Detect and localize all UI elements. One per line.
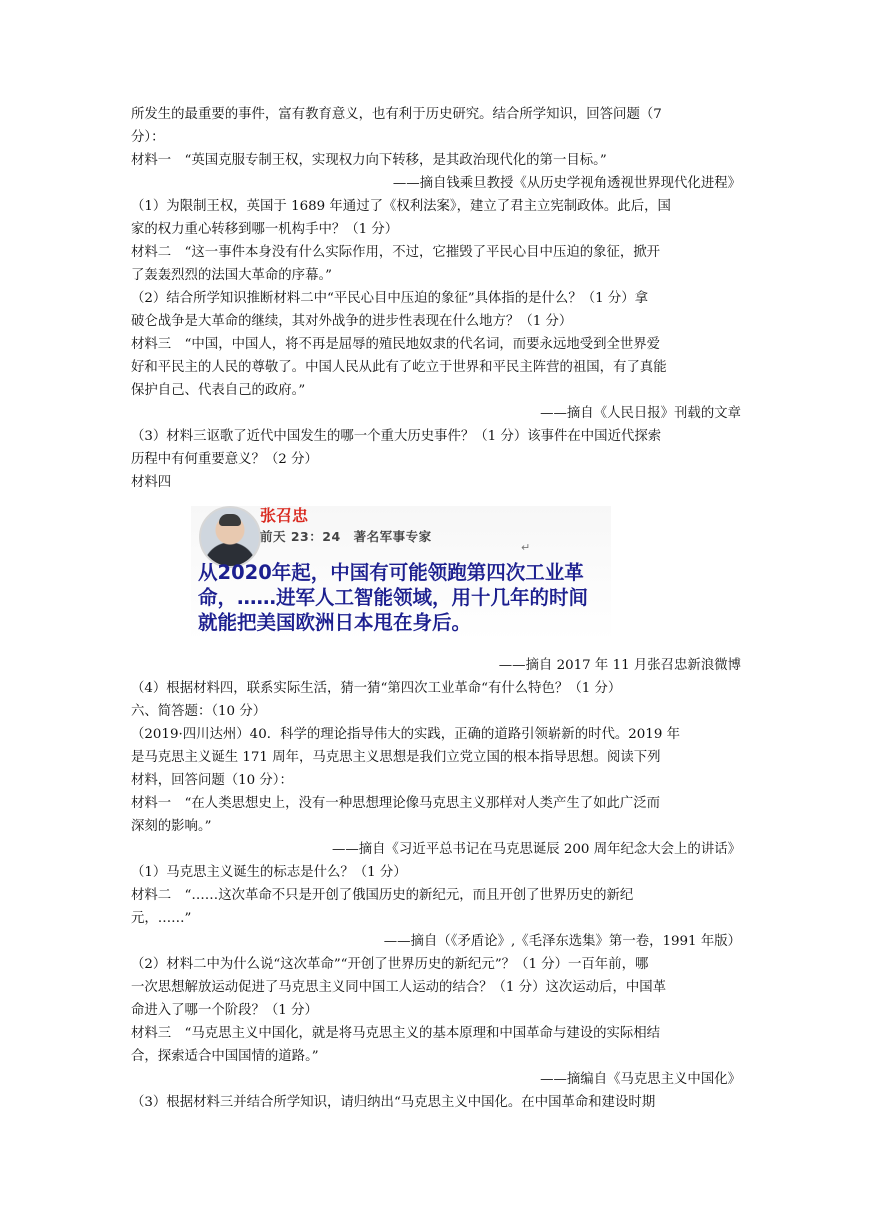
- document-body: [131, 103, 741, 1114]
- author-name: 张召忠: [260, 506, 309, 525]
- text-line: （1）马克思主义诞生的标志是什么？（1 分）: [131, 865, 407, 880]
- headline-line: 就能把美国欧洲日本甩在身后。: [198, 611, 472, 634]
- citation-line: ——摘自（《矛盾论》,《毛泽东选集》第一卷，1991 年版）: [383, 934, 741, 949]
- text-line: 材料四: [131, 475, 172, 490]
- text-line: 家的权力重心转移到哪一机构手中？（1 分）: [131, 222, 399, 237]
- text-line: 合，探索适合中国国情的道路。”: [131, 1049, 319, 1064]
- text-line: 分）：: [131, 130, 165, 145]
- text-line: （3）材料三讴歌了近代中国发生的哪一个重大历史事件？（1 分）该事件在中国近代探索: [131, 429, 662, 444]
- text-line: （2）材料二中为什么说“这次革命”“开创了世界历史的新纪元”？（1 分）一百年前，哪: [131, 957, 649, 972]
- text-line: 命进入了哪一个阶段？（1 分）: [131, 1003, 318, 1018]
- citation-line: ——摘自钱乘旦教授《从历史学视角透视世界现代化进程》: [392, 176, 741, 191]
- citation-line: ——摘自《习近平总书记在马克思诞辰 200 周年纪念大会上的讲话》: [331, 842, 741, 857]
- text-line: 材料三 “马克思主义中国化，就是将马克思主义的基本原理和中国革命与建设的实际相结: [131, 1026, 661, 1041]
- text-block-top: [131, 103, 741, 494]
- text-line: 材料一 “英国克服专制王权，实现权力向下转移，是其政治现代化的第一目标。”: [131, 153, 607, 168]
- text-line: 材料二 “……这次革命不只是开创了俄国历史的新纪元，而且开创了世界历史的新纪: [131, 888, 634, 903]
- citation-line: ——摘自《人民日报》刊载的文章: [540, 406, 741, 421]
- text-line: （4）根据材料四，联系实际生活，猜一猜“第四次工业革命“有什么特色？（1 分）: [131, 681, 622, 696]
- avatar: [199, 506, 261, 568]
- text-line: 所发生的最重要的事件，富有教育意义，也有利于历史研究。结合所学知识，回答问题（7: [131, 107, 662, 122]
- text-line: 保护自己、代表自己的政府。”: [131, 383, 306, 398]
- weibo-screenshot: [131, 494, 741, 654]
- post-meta: 前天 23：24 著名军事专家: [260, 529, 432, 544]
- post-headline: [198, 560, 628, 635]
- text-block-bottom: [131, 654, 741, 1114]
- text-line: 一次思想解放运动促进了马克思主义同中国工人运动的结合？（1 分）这次运动后，中国革: [131, 980, 667, 995]
- text-line: 材料三 “中国，中国人，将不再是屈辱的殖民地奴隶的代名词，而要永远地受到全世界爱: [131, 337, 661, 352]
- text-line: 历程中有何重要意义？（2 分）: [131, 452, 318, 467]
- text-line: 材料二 “这一事件本身没有什么实际作用，不过，它摧毁了平民心目中压迫的象征，掀开: [131, 245, 661, 260]
- text-line: 了轰轰烈烈的法国大革命的序幕。”: [131, 268, 333, 283]
- citation-line: ——摘编自《马克思主义中国化》: [540, 1072, 741, 1087]
- headline-line: 从2020年起，中国有可能领跑第四次工业革: [198, 561, 584, 584]
- text-line: 深刻的影响。”: [131, 819, 212, 834]
- text-line: 材料一 “在人类思想史上，没有一种思想理论像马克思主义那样对人类产生了如此广泛而: [131, 796, 661, 811]
- citation-line: ——摘自 2017 年 11 月张召忠新浪微博: [498, 658, 741, 673]
- text-line: （2）结合所学知识推断材料二中“平民心目中压迫的象征”具体指的是什么？（1 分）拿: [131, 291, 649, 306]
- text-line: 破仑战争是大革命的继续，其对外战争的进步性表现在什么地方？（1 分）: [131, 314, 573, 329]
- text-line: （2019·四川达州）40．科学的理论指导伟大的实践，正确的道路引领崭新的时代。2019 年: [131, 727, 680, 742]
- weibo-card: [191, 506, 611, 641]
- text-line: 六、简答题：（10 分）: [131, 704, 267, 719]
- text-line: （1）为限制王权，英国于 1689 年通过了《权利法案》，建立了君主立宪制政体。此后，国: [131, 199, 671, 214]
- return-mark-icon: ↵: [521, 541, 531, 554]
- text-line: 是马克思主义诞生 171 周年，马克思主义思想是我们立党立国的根本指导思想。阅读下列: [131, 750, 661, 765]
- text-line: 元，……”: [131, 911, 192, 926]
- headline-line: 命，……进军人工智能领域，用十几年的时间: [198, 586, 589, 609]
- text-line: 好和平民主的人民的尊敬了。中国人民从此有了屹立于世界和平民主阵营的祖国，有了真能: [131, 360, 667, 375]
- text-line: （3）根据材料三并结合所学知识，请归纳出“马克思主义中国化。在中国革命和建设时期: [131, 1095, 656, 1110]
- text-line: 材料，回答问题（10 分）：: [131, 773, 293, 788]
